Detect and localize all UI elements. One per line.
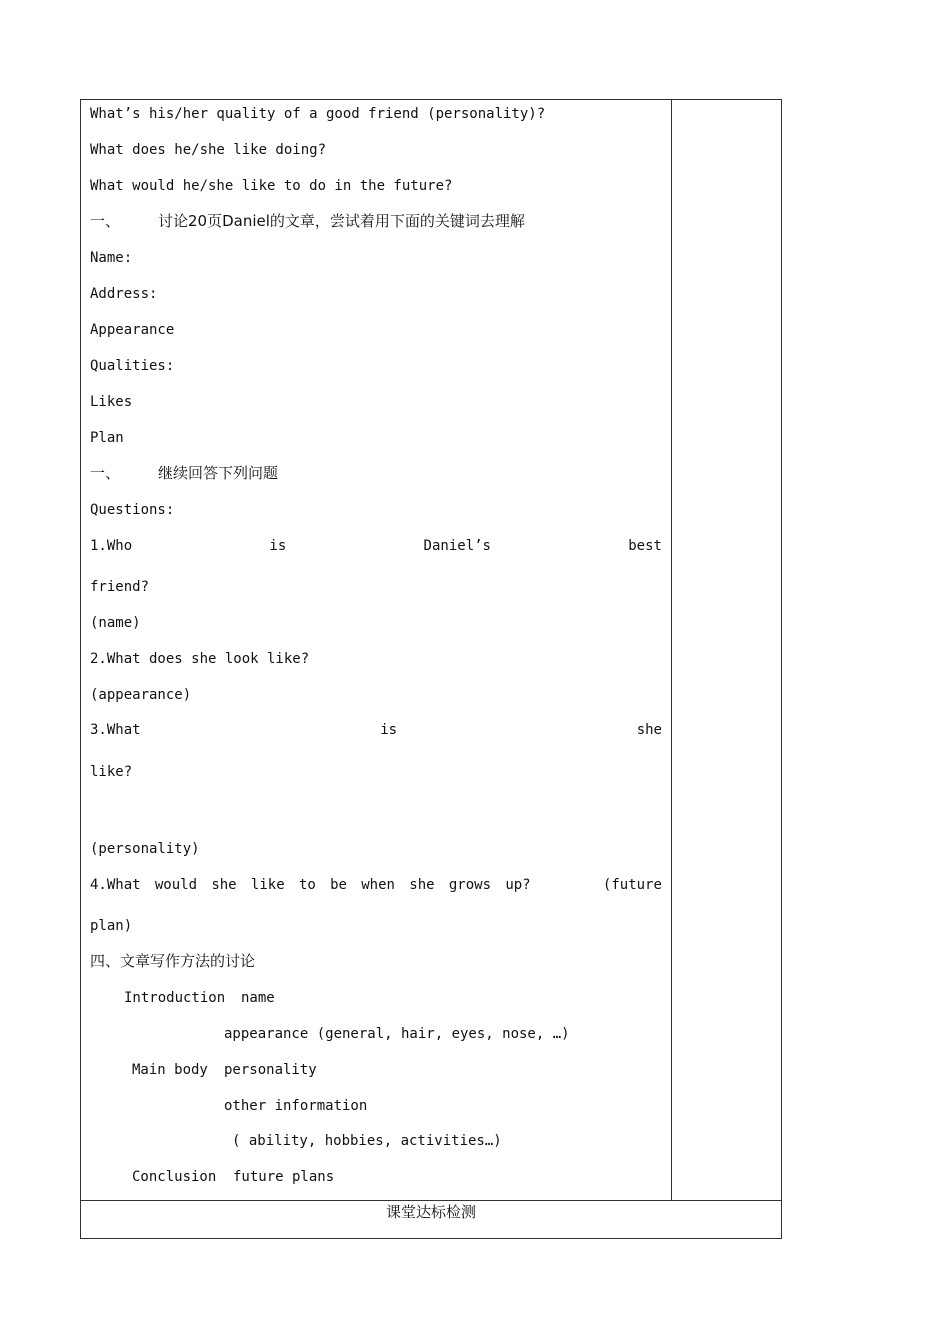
- question-4-word: to: [298, 877, 316, 893]
- questions-label: Questions:: [90, 502, 175, 518]
- content-cell: [81, 100, 672, 1201]
- notes-cell: [672, 100, 782, 1201]
- question-4-word: (future: [602, 877, 662, 893]
- question-4: [90, 876, 662, 894]
- question-4-word: would: [154, 877, 198, 893]
- worksheet-row-main: [81, 100, 782, 1201]
- question-1-hint: (name): [90, 615, 141, 631]
- question-1-word: best: [628, 538, 662, 554]
- keyword-qualities: Qualities:: [90, 358, 175, 374]
- question-1-word: 1.Who: [90, 538, 133, 554]
- question-3-hint: (personality): [90, 841, 200, 857]
- question-4-word: grows: [448, 877, 492, 893]
- question-likes: What does he/she like doing?: [90, 142, 327, 158]
- section-text: 讨论20页Daniel的文章，尝试着用下面的关键词去理解: [158, 212, 525, 230]
- structure-name: name: [241, 990, 275, 1006]
- structure-introduction: Introduction: [124, 990, 226, 1006]
- content-area: [81, 100, 671, 1200]
- classroom-check-heading: 课堂达标检测: [81, 1201, 782, 1239]
- section-number: 一、: [90, 464, 121, 482]
- worksheet-table: [80, 99, 782, 1239]
- structure-appearance: appearance (general, hair, eyes, nose, …): [224, 1026, 570, 1042]
- section-number: 一、: [90, 212, 121, 230]
- worksheet-row-footer: [81, 1201, 782, 1239]
- question-4-word: when: [361, 877, 395, 893]
- keyword-likes: Likes: [90, 394, 133, 410]
- question-quality: What’s his/her quality of a good friend (personality)?: [90, 106, 546, 122]
- section-text: 继续回答下列问题: [158, 464, 279, 482]
- question-1-continued: friend?: [90, 579, 150, 595]
- question-4-word: like: [250, 877, 285, 893]
- structure-ability: ( ability, hobbies, activities…): [232, 1133, 502, 1149]
- question-4-word: 4.What: [90, 877, 141, 893]
- question-future: What would he/she like to do in the future?: [90, 178, 453, 194]
- structure-personality: personality: [224, 1062, 317, 1078]
- question-4-word: be: [330, 877, 347, 893]
- section-heading-writing-method: 四、文章写作方法的讨论: [90, 952, 256, 970]
- question-4-word: she: [211, 877, 237, 893]
- structure-other-information: other information: [224, 1098, 368, 1114]
- question-4-continued: plan): [90, 918, 133, 934]
- question-3-word: 3.What: [90, 722, 141, 738]
- question-1: [90, 537, 662, 555]
- question-4-word: up?: [505, 877, 531, 893]
- section-heading-questions: [90, 464, 278, 482]
- keyword-appearance: Appearance: [90, 322, 175, 338]
- question-3-continued: like?: [90, 764, 133, 780]
- question-2-hint: (appearance): [90, 687, 192, 703]
- question-3-word: is: [380, 722, 398, 738]
- question-2: 2.What does she look like?: [90, 651, 310, 667]
- section-heading-discussion: [90, 212, 525, 230]
- structure-main-body: Main body: [132, 1062, 208, 1078]
- keyword-name: Name:: [90, 250, 133, 266]
- question-1-word: Daniel’s: [423, 538, 491, 554]
- question-3: [90, 721, 662, 739]
- question-1-word: is: [269, 538, 287, 554]
- question-4-word: she: [409, 877, 435, 893]
- structure-conclusion: Conclusion: [132, 1169, 217, 1185]
- keyword-address: Address:: [90, 286, 158, 302]
- keyword-plan: Plan: [90, 430, 124, 446]
- structure-future-plans: future plans: [233, 1169, 335, 1185]
- question-3-word: she: [636, 722, 662, 738]
